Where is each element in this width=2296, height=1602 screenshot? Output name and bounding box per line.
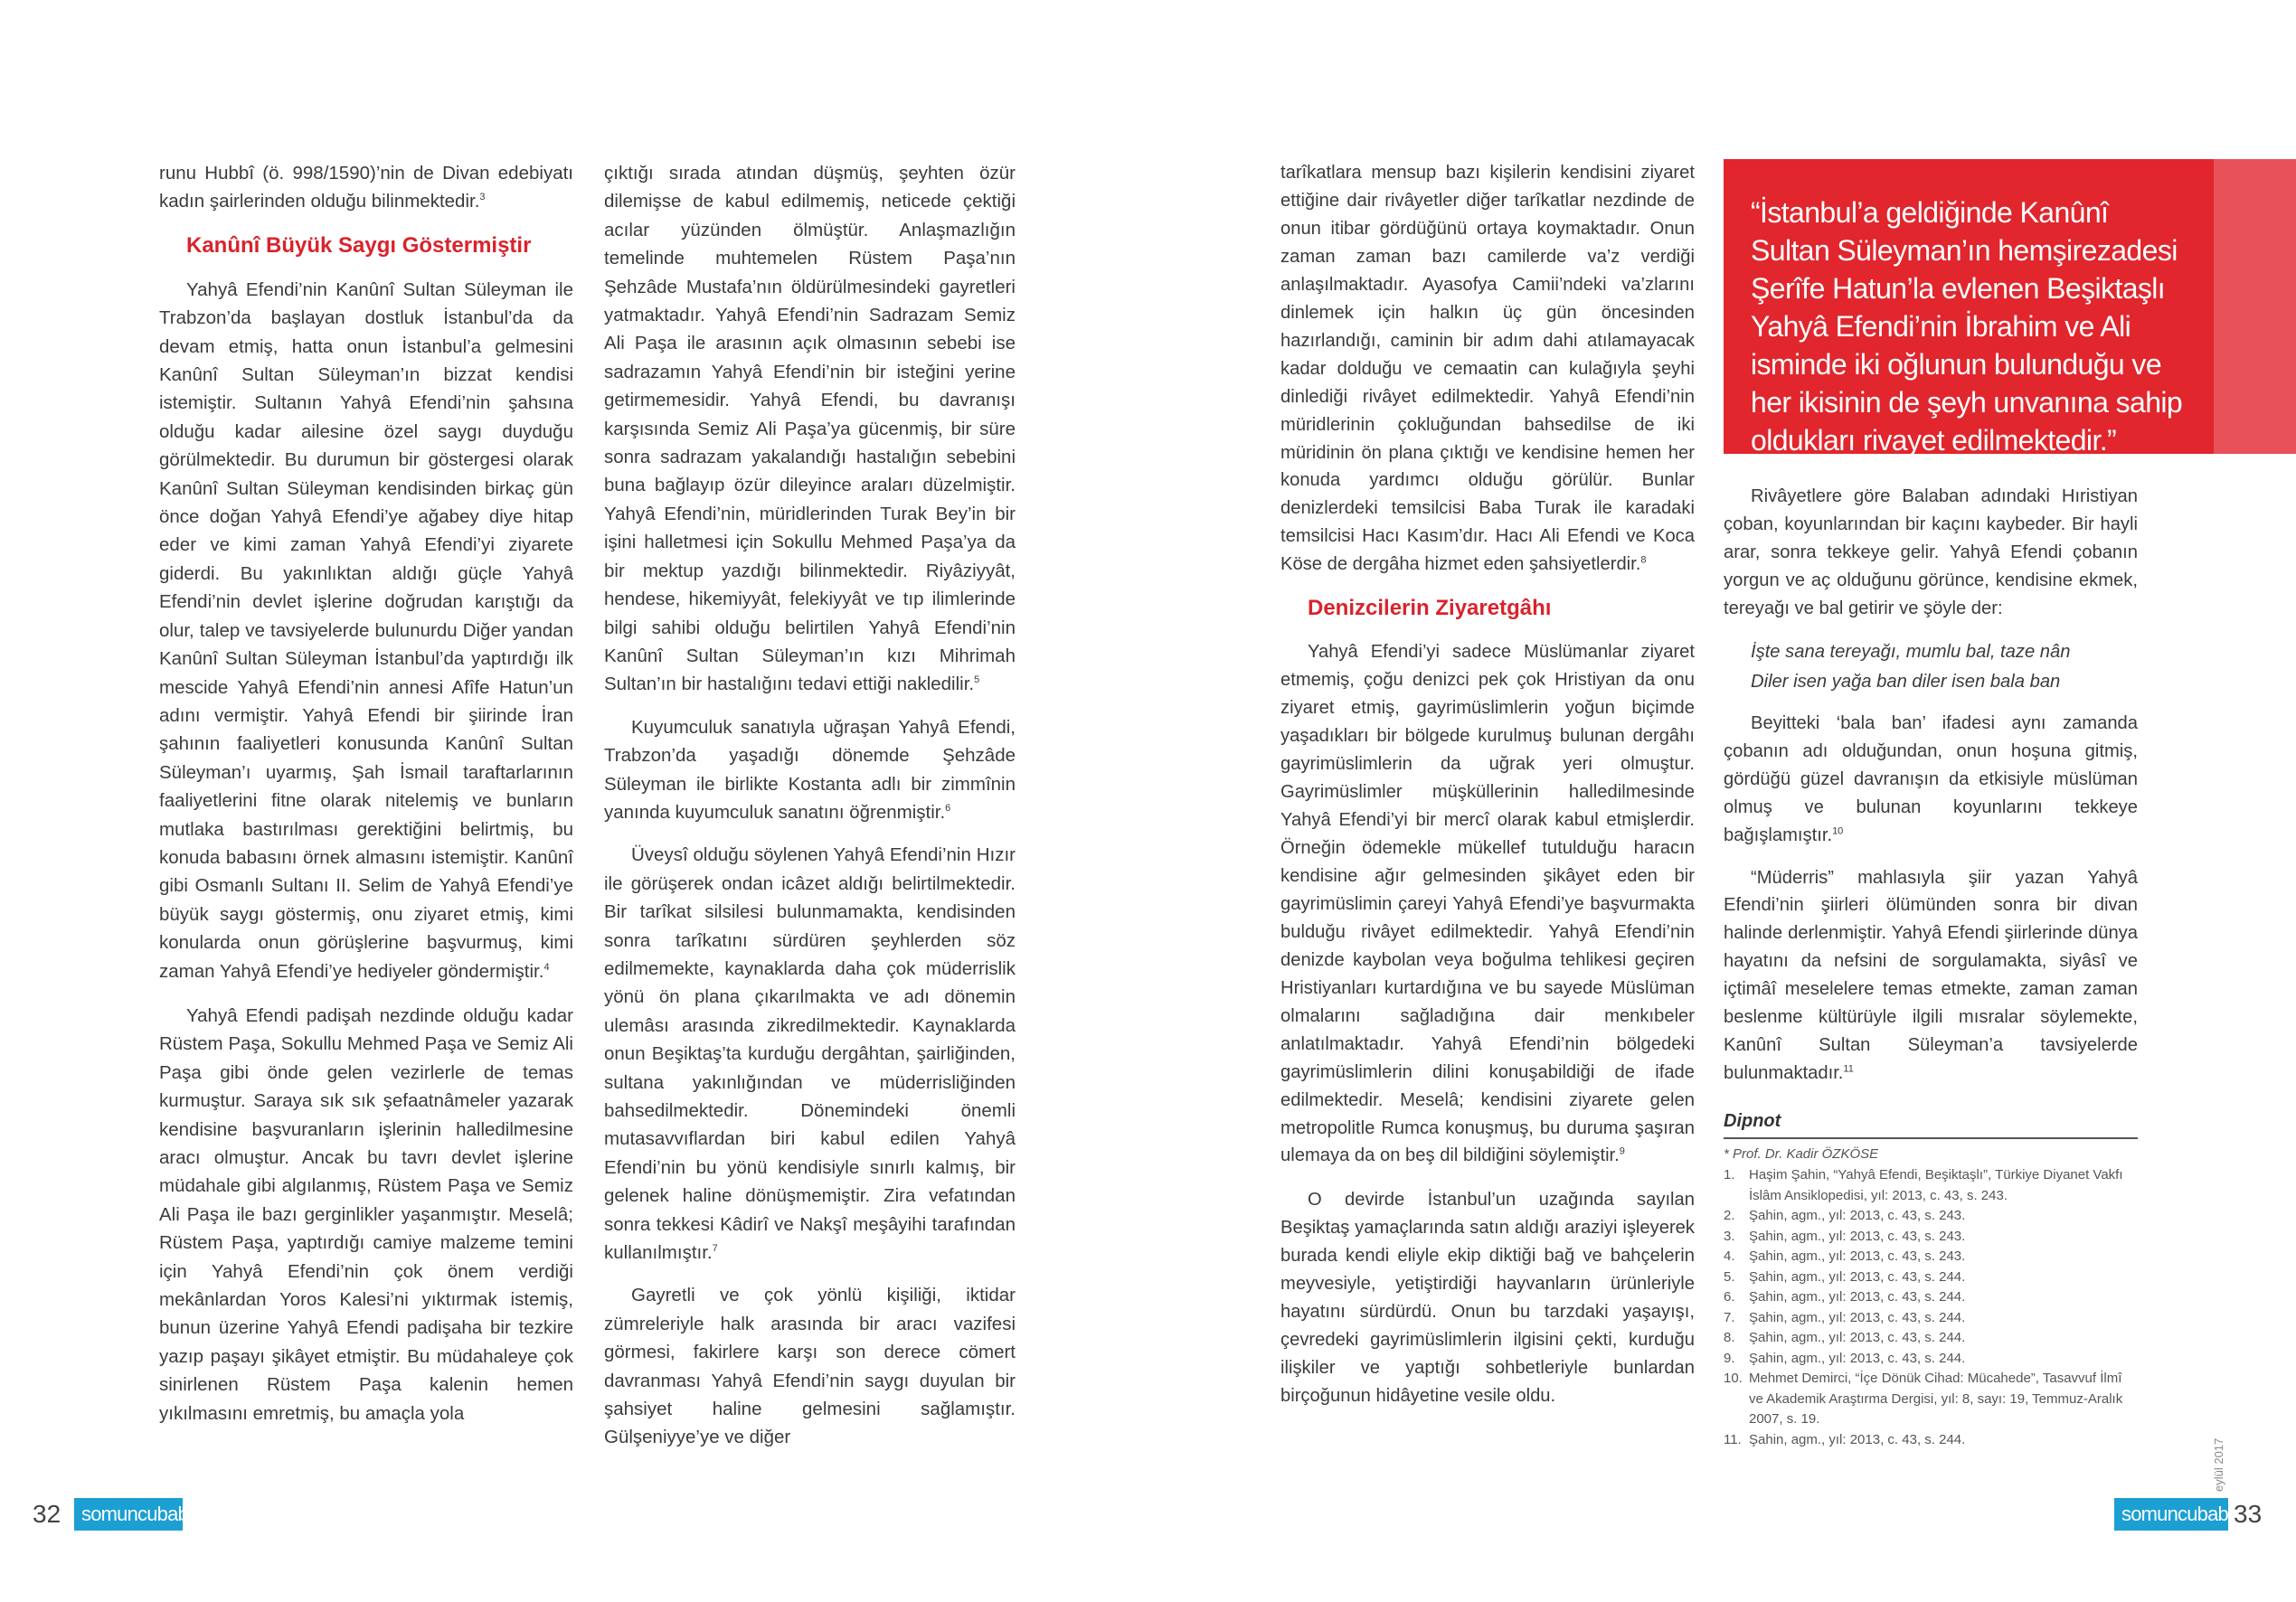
column-3 xyxy=(1280,159,1695,1410)
footnote-text: Şahin, agm., yıl: 2013, c. 43, s. 243. xyxy=(1749,1249,1966,1265)
footnote-ref: 11 xyxy=(1843,1063,1854,1075)
poem-line: Diler isen yağa ban diler isen bala ban xyxy=(1751,671,2061,692)
section-heading: Denizcilerin Ziyaretgâhı xyxy=(1308,596,1552,621)
page-number-left: 32 xyxy=(33,1500,61,1528)
footnote-ref: 5 xyxy=(974,674,980,686)
footnote-text: Şahin, agm., yıl: 2013, c. 43, s. 244. xyxy=(1749,1431,1966,1447)
footnote-number: 11. xyxy=(1724,1431,1742,1447)
footnote-text: Şahin, agm., yıl: 2013, c. 43, s. 243. xyxy=(1749,1228,1966,1244)
footnote-text: Şahin, agm., yıl: 2013, c. 43, s. 244. xyxy=(1749,1289,1966,1305)
footnote-text: Şahin, agm., yıl: 2013, c. 43, s. 244. xyxy=(1749,1268,1966,1285)
magazine-logo-right: somuncubaba xyxy=(2114,1498,2228,1531)
footnotes-list xyxy=(1724,1165,2138,1450)
paragraph: Yahyâ Efendi’yi sadece Müslümanlar ziyaret etmemiş, çoğu denizci pek çok Hristiyan da onu ziyaret etmiş, gayrimüslimlerin yoğun biçimde yaşadıkları bir bölgede kurulmuş bulunan dergâhı gayrimüslimlerin da uğrak yeri olmuştur. Gayrimüslimler müşküllerinin halledilmesinde Yahyâ Efendi’yi bir mercî olarak kabul etmişlerdir. Örneğin ödemekle mükellef tutulduğu haracın kendisine ağır gelmesinden şikâyet eden bir gayrimüslimin çareyi Yahyâ Efendi’ye başvurmakta bulduğu rivâyet edilmektedir. Yahyâ Efendi’nin denizde kaybolan veya boğulma tehlikesi geçiren Hristiyanları kurtardığına ve bu sayede Müslüman olmalarını sağladığına dair menkıbeler anlatılmaktadır. Yahyâ Efendi’nin bölgedeki gayrimüslimlerin dilini konuşabildiği de ifade edilmektedir. Meselâ; kendisini ziyarete gelen metropolitle Rumca konuşmuş, bu duruma şaşıran ulemaya da on beş dil bildiğini söylemiştir. xyxy=(1280,642,1695,1166)
footnote-ref: 3 xyxy=(479,192,486,203)
issue-date: eylül 2017 xyxy=(2212,1437,2225,1492)
footnote-number: 1. xyxy=(1724,1167,1735,1183)
footnote-ref: 4 xyxy=(543,961,550,973)
paragraph: tarîkatlara mensup bazı kişilerin kendisini ziyaret ettiğine dair rivâyetler diğer tarîkatlar nezdinde de onun itibar gördüğünü ortaya koymaktadır. Onun zaman zaman bazı camilerde va’z verdiği anlaşılmaktadır. Ayasofya Camii’ndeki va’zlarını dinlemek için halkın üç gün öncesinden hazırlandığı, caminin bir adım dahi atılamayacak kadar dolduğu ve cemaatin can kulağıyla şeyhi dinlediği rivâyet edilmektedir. Yahyâ Efendi’nin müridlerinin çokluğundan bahsedilse de iki müridinin ön plana çıktığı ve kendisine hemen her konuda yardımcı olduğu görülür. Bunlar denizlerdeki temsilcisi Baba Turak ile karadaki temsilcisi Hacı Kasım’dır. Hacı Ali Efendi ve Koca Köse de dergâha hizmet eden şahsiyetlerdir. xyxy=(1280,163,1695,575)
magazine-logo-left: somuncubaba xyxy=(74,1498,183,1531)
footnote-item xyxy=(1724,1287,2138,1308)
footnote-number: 5. xyxy=(1724,1268,1735,1285)
footnote-item xyxy=(1724,1308,2138,1329)
column-2 xyxy=(604,159,1016,1452)
footnote-number: 7. xyxy=(1724,1309,1735,1325)
footnote-text: Şahin, agm., yıl: 2013, c. 43, s. 244. xyxy=(1749,1330,1966,1346)
footnote-number: 6. xyxy=(1724,1289,1735,1305)
footnote-item xyxy=(1724,1369,2138,1430)
paragraph: Yahyâ Efendi’nin Kanûnî Sultan Süleyman ile Trabzon’da başlayan dostluk İstanbul’da da devam etmiş, hatta onun İstanbul’a gelmesini Kanûnî Sultan Süleyman’ın bizzat kendisi istemiştir. Sultanın Yahyâ Efendi’nin şahsına olduğu kadar ailesine özel saygı duyduğu görülmektedir. Bu durumun bir göstergesi olarak Kanûnî Sultan Süleyman kendisinden birkaç gün önce doğan Yahyâ Efendi’ye ağabey diye hitap eder ve kimi zaman Yahyâ Efendi’yi ziyarete giderdi. Bu yakınlıktan aldığı güçle Yahyâ Efendi’nin devlet işlerine doğrudan karıştığı da olur, talep ve tavsiyelerde bulunurdu Diğer yandan Kanûnî Sultan Süleyman İstanbul’da yaptırdığı ilk mescide Yahyâ Efendi’nin annesi Afîfe Hatun’un adını vermiştir. Yahyâ Efendi bir şiirinde İran şahının faaliyetleri konusunda Kanûnî Sultan Süleyman’ı uyarmış, Şah İsmail taraftarlarının faaliyetlerini fitne olarak nitelemiş ve bunların mutlaka bastırılması gerektiğini belirtmiş, bu konuda babasını örnek almasını istemiştir. Kanûnî gibi Osmanlı Sultanı II. Selim de Yahyâ Efendi’ye büyük saygı göstermiş, onu ziyaret etmiş, kimi konularda onun görüşlerine başvurmuş, kimi zaman Yahyâ Efendi’ye hediyeler göndermiştir. xyxy=(159,278,573,982)
paragraph: Üveysî olduğu söylenen Yahyâ Efendi’nin Hızır ile görüşerek ondan icâzet aldığı belirtilmektedir. Bir tarîkat silsilesi bulunmamakta, kendisinden sonra tarîkatını sürdüren şeyhlerden söz edilmemekte, kaynaklarda daha çok müderrislik yönü ön plana çıkarılmakta ve adı dönemin ulemâsı arasında zikredilmektedir. Kaynaklarda onun Beşiktaş’ta kurduğu dergâhtan, şairliğinden, sultana yakınlığından ve müderrisliğinden bahsedilmektedir. Dönemindeki önemli mutasavvıflardan biri kabul edilen Yahyâ Efendi’nin bu yönü kendisiyle sınırlı kalmış, bir gelenek haline dönüşmemiştir. Zira vefatından sonra tekkesi Kâdirî ve Nakşî meşâyihi tarafından kullanılmıştır. xyxy=(604,844,1016,1264)
footnote-item xyxy=(1724,1247,2138,1267)
section-heading: Kanûnî Büyük Saygı Göstermiştir xyxy=(186,232,532,258)
poem-couplet xyxy=(1751,637,2138,697)
footnote-number: 9. xyxy=(1724,1350,1735,1366)
footnote-number: 2. xyxy=(1724,1208,1735,1224)
footnote-item xyxy=(1724,1165,2138,1206)
footnote-number: 10. xyxy=(1724,1371,1743,1387)
paragraph: Kuyumculuk sanatıyla uğraşan Yahyâ Efendi, Trabzon’da yaşadığı dönemde Şehzâde Süleyman ile birlikte Kostanta adlı bir zimmînin yanında kuyumculuk sanatını öğrenmiştir. xyxy=(604,716,1016,823)
footnote-item xyxy=(1724,1328,2138,1349)
footnote-item xyxy=(1724,1267,2138,1288)
paragraph: Yahyâ Efendi padişah nezdinde olduğu kadar Rüstem Paşa, Sokullu Mehmed Paşa ve Semiz Ali Paşa gibi önde gelen vezirlerle de temas kurmuştur. Saraya sık sık şefaatnâmeler yazarak kendisine başvuranların işlerinin halledilmesine aracı olmuştur. Ancak bu tavrı devlet işlerine müdahale gibi algılanmış, Rüstem Paşa ve Semiz Ali Paşa ile bazı gerginlikler yaşanmıştır. Meselâ; Rüstem Paşa, yaptırdığı camiye malzeme temini için Yahyâ Efendi’nin çok önem verdiği mekânlardan Yoros Kalesi’ni yıktırmak istemiş, bunun üzerine Yahyâ Efendi padişaha bir tezkire yazıp paşayı şikâyet etmiştir. Bu müdahaleye çok sinirlenen Rüstem Paşa kalenin hemen yıkılmasını emretmiş, bu amaçla yola xyxy=(159,1004,573,1424)
footnote-text: Şahin, agm., yıl: 2013, c. 43, s. 243. xyxy=(1749,1208,1966,1224)
footnotes-title: Dipnot xyxy=(1724,1107,2138,1139)
footnote-ref: 10 xyxy=(1832,825,1844,836)
footnote-number: 4. xyxy=(1724,1249,1735,1265)
footnote-item xyxy=(1724,1227,2138,1248)
pull-quote: “İstanbul’a geldiğinde Kanûnî Sultan Süleyman’ın hemşirezadesi Şerîfe Hatun’la evlenen Beşiktaşlı Yahyâ Efendi’nin İbrahim ve Ali isminde iki oğlunun bulunduğu ve her ikisinin de şeyh unvanına sahip oldukları rivayet edilmektedir.” xyxy=(1724,159,2214,454)
column-1 xyxy=(159,159,573,1428)
paragraph: çıktığı sırada atından düşmüş, şeyhten özür dilemişse de kabul edilmemiş, neticede çektiği acılar yüzünden ölmüştür. Anlaşmazlığın temelinde muhtemelen Rüstem Paşa’nın Şehzâde Mustafa’nın öldürülmesindeki gayretleri yatmaktadır. Yahyâ Efendi’nin Sadrazam Semiz Ali Paşa ile arasının açık olmasının sebebi ise sadrazamın Yahyâ Efendi’nin bir isteğini yerine getirmemesidir. Yahyâ Efendi, bu davranışı karşısında Semiz Ali Paşa’ya gücenmiş, bir süre sonra sadrazam yakalandığı hastalığın sebebini buna bağlayıp özür dileyince araları düzelmiştir. Yahyâ Efendi’nin, müridlerinden Turak Bey’in bir işini halletmesi için Sokullu Mehmed Paşa’ya da bir mektup yazdığı bilinmektedir. Riyâziyyât, hendese, hikemiyyât, felekiyyât ve tıp ilimlerinde bilgi sahibi olduğu belirtilen Yahyâ Efendi’nin Kanûnî Sultan Süleyman’ın kızı Mihrimah Sultan’ın bir hastalığını tedavi ettiği nakledilir. xyxy=(604,163,1016,695)
column-4 xyxy=(1724,483,2138,1450)
poem-line: İşte sana tereyağı, mumlu bal, taze nân xyxy=(1751,641,2071,662)
footnote-item xyxy=(1724,1206,2138,1227)
footnote-ref: 8 xyxy=(1640,554,1647,566)
paragraph: runu Hubbî (ö. 998/1590)’nin de Divan edebiyatı kadın şairlerinden olduğu bilinmektedir. xyxy=(159,163,573,212)
footnotes-author: * Prof. Dr. Kadir ÖZKÖSE xyxy=(1724,1146,1879,1163)
footnote-ref: 7 xyxy=(712,1243,718,1255)
paragraph: Gayretli ve çok yönlü kişiliği, iktidar zümreleriyle halk arasında bir aracı vazifesi görmesi, fakirlere karşı son derece cömert davranması Yahyâ Efendi’nin saygı duyulan bir şahsiyet haline gelmesini sağlamıştır. Gülşeniyye’ye ve diğer xyxy=(604,1285,1016,1448)
footnote-number: 3. xyxy=(1724,1228,1735,1244)
footnote-ref: 9 xyxy=(1619,1145,1625,1157)
footnote-text: Haşim Şahin, “Yahyâ Efendi, Beşiktaşlı”, Türkiye Diyanet Vakfı İslâm Ansiklopedisi, yıl: 2013, c. 43, s. 243. xyxy=(1749,1167,2123,1203)
paragraph: Beyitteki ‘bala ban’ ifadesi aynı zamanda çobanın adı olduğundan, onun hoşuna gitmiş, gördüğü güzel davranışın da etkisiyle müslüman olmuş ve bulunan koyunlarını tekkeye bağışlamıştır. xyxy=(1724,712,2138,845)
page-number-right: 33 xyxy=(2234,1500,2263,1528)
footnote-text: Mehmet Demirci, “İçe Dönük Cihad: Mücahede”, Tasavvuf İlmî ve Akademik Araştırma Dergisi, yıl: 8, sayı: 19, Temmuz-Aralık 2007, s. 19. xyxy=(1749,1371,2123,1428)
pull-quote-tab xyxy=(2214,159,2296,454)
footnote-item xyxy=(1724,1349,2138,1370)
paragraph: O devirde İstanbul’un uzağında sayılan Beşiktaş yamaçlarında satın aldığı araziyi işleyerek burada kendi eliyle ekip diktiği bağ ve bahçelerin meyvesiyle, yetiştirdiği hayvanların ürünleriyle hayatını sürdürdü. Onun bu tarzdaki yaşayışı, çevredeki gayrimüslimlerin ilgisini çekti, kurduğu ilişkiler ve yaptığı sohbetleriyle bunlardan birçoğunun hidâyetine vesile oldu. xyxy=(1280,1190,1695,1407)
footnote-number: 8. xyxy=(1724,1330,1735,1346)
footnote-ref: 6 xyxy=(945,803,951,815)
paragraph: “Müderris” mahlasıyla şiir yazan Yahyâ Efendi’nin şiirleri ölümünden sonra bir divan halinde derlenmiştir. Yahyâ Efendi şiirlerinde dünya hayatını da nefsini de sorgulamakta, siyâsî ve içtimâî meselelere temas etmekte, zaman zaman beslenme kültürüyle ilgili mısralar söylemekte, Kanûnî Sultan Süleyman’a tavsiyelerde bulunmaktadır. xyxy=(1724,867,2138,1084)
footnote-text: Şahin, agm., yıl: 2013, c. 43, s. 244. xyxy=(1749,1309,1966,1325)
footnote-text: Şahin, agm., yıl: 2013, c. 43, s. 244. xyxy=(1749,1350,1966,1366)
footnote-item xyxy=(1724,1430,2138,1451)
paragraph: Rivâyetlere göre Balaban adındaki Hıristiyan çoban, koyunlarından bir kaçını kaybeder. Bir hayli arar, sonra tekkeye gelir. Yahyâ Efendi çobanın yorgun ve aç olduğunu görünce, kendisine ekmek, tereyağı ve bal getirir ve şöyle der: xyxy=(1724,486,2138,618)
